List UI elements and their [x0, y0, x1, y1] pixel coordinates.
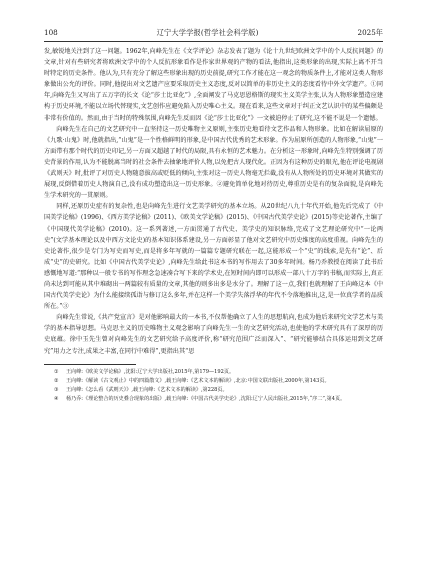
paragraph: 向峰先生在自己的文艺研究中一直坚持这一历史唯物主义原则,主张历史地看待文艺作品和人物形象。比如在解读屈原的《九歌·山鬼》时,他就指出,“山鬼”是一个性格鲜明的形象,是中国古代优秀的艺术形象。作为屈原所创造的人物形象,“山鬼”一方面带有那个时代的历史印记,另一方面又超越了时代的局限,具有永恒的艺术魅力。在分析这一形象时,向峰先生特别强调了历史背景的作用,认为不能脱离当时的社会条件去抽象地评价人物,以免把古人现代化。正因为有这种历史的眼光,他在评论电视剧《武则天》时,批评了对历史人物随意拔高或贬低的倾向,主张对这一历史人物毫无拦截,没有从人物所处的历史环境对其做实的展现,反倒借着历史人物演自己,没有成功塑造出这一历史形象。②避免简单化地对待历史,尊重历史是有的复杂面貌,是向峰先生学术研究的一贯原则。 — [44, 125, 383, 200]
paragraph: 发,敏锐地关注到了这一问题。1962年,向峰先生在《文学评论》杂志发表了题为《论十九世纪欧洲文学中的个人反抗问题》的文章,针对有些研究者将欧洲文学中的个人反抗形象看作是作家世界观的产物的看法,他指出,这类形象的出现,实际上离不开当时特定的历史条件。他认为,只有充分了解这些形象出现的历史前提,研究工作才能在这一观念的物质条件上,才能对这类人物形象做出公允的评价。同时,他提出对文艺遗产应要采取历史主义态度,反对以简单的非历史主义的态度看待中外文学遗产。①同年,向峰先生又写出了五万字的长文《论“莎士比亚化”》,全面阐发了马克思恩格斯的现实主义美学主张,认为人物形象塑造应建构于历史环境,不能以立场代替现实,文艺创作应避免陷入历史唯心主义。现在看来,这些文章对于纠正文艺认识中的某些偏颇是非常有价值的。然而,由于当时的特殊氛围,向峰先生反而因《论“莎士比亚化”》一文被迫停止了研究,这不能不说是一个遗憾。 — [44, 48, 383, 122]
footnote-text: 王向峰:《解读《古文观止》中的四篇散文》,载王向峰:《艺术文本的解读》,北京:中国文联出版社,2000年,第143页。 — [66, 377, 330, 384]
footnote-marker: ① — [54, 368, 59, 375]
footnote-marker: ② — [54, 377, 59, 384]
journal-title: 辽宁大学学报(哲学社会科学版) — [156, 28, 259, 37]
footnote-text: 王向峰:《欧美文学论稿》,沈阳:辽宁大学出版社,2015年,第179—192页。 — [66, 368, 235, 375]
paragraph: 同样,还原历史症有的复杂性,也是向峰先生进行文艺美学研究的基本立场。从20世纪八九十年代开始,他先后完成了《中国美学论稿》(1996)、《西方美学论稿》(2011)、《欧美文学论稿》(2015)、《中国古代美学史论》(2015)等史论著作,主编了《中国现代美学论稿》(2010)。这一系列著述,一方面贯通了古代史、美学史的知识脉络,完成了文艺理论研究中“一论两史”(文学基本理论以及中西方文论史)的基本知识体系建设,另一方面彰显了他对文艺研究中历史维度的高度重视。向峰先生的史论著作,很少是专门为写史而写史,而是将多年写就的一篇篇专题研究联在一起,这能形成一个“史”的线索,是先有“论”、后成“史”的史研究。比如《中国古代美学史论》,向峰先生给此书这本书的写作用去了30多年时间。杨乃乔教授在阅读了此书后感慨地写道:“那种以一般专书的写作理念急速凑合写下来的学术史,在短时间内即可以形成一部八十万字的书稿,而实际上,真正尚未达到可能从其中堆砌出一两篇较有质量的文章,其他的则多出多是水分了。理解了这一点,我们也就理解了王向峰这本《中国古代美学史论》为什么能接续孤诣与修订这么多年,并在这样一个美学失落浮华的年代不令落地推出,这,是一位真学者的品质所在。”③ — [44, 203, 383, 311]
journal-page — [44, 28, 383, 404]
footnote-marker: ④ — [54, 396, 59, 403]
footnote-text: 杨乃乔:《理论整合的历史叠合现象的出版》,载王向峰:《中国古代美学史论》,沈阳:辽宁人民出版社,2015年,“序二”,第4页。 — [66, 396, 346, 403]
footnote-divider — [44, 364, 136, 365]
paragraph: 向峰先生常说,《共产党宣言》是对他影响最大的一本书,不仅帮他确立了人生的思想航向,也成为他后来研究文学艺术与美学的基本指导思想。马克思主义的历史唯物主义观念影响了向峰先生一生的文艺研究活动,也使他的学术研究具有了深厚的历史底蕴。徐中玉先生曾对向峰先生的文艺研究给予高度评价,称“研究范围广泛而深入”、“研究能够结合具体运用到文艺研究”用力之专注,成果之丰富,在同行中难得”,更指出其“思 — [44, 314, 383, 355]
footnotes — [44, 364, 383, 405]
footnote — [44, 395, 383, 404]
footnote-text: 王向峰:《怎么看《武则天》》,载王向峰:《艺术文本的解读》,第228页。 — [66, 387, 228, 394]
page-number: 108 — [44, 28, 58, 37]
footnote — [44, 386, 383, 395]
running-header — [44, 28, 383, 42]
article-body — [44, 46, 383, 357]
publication-year: 2025年 — [357, 28, 383, 37]
footnote — [44, 377, 383, 386]
footnote-marker: ③ — [54, 387, 59, 394]
footnote — [44, 368, 383, 377]
